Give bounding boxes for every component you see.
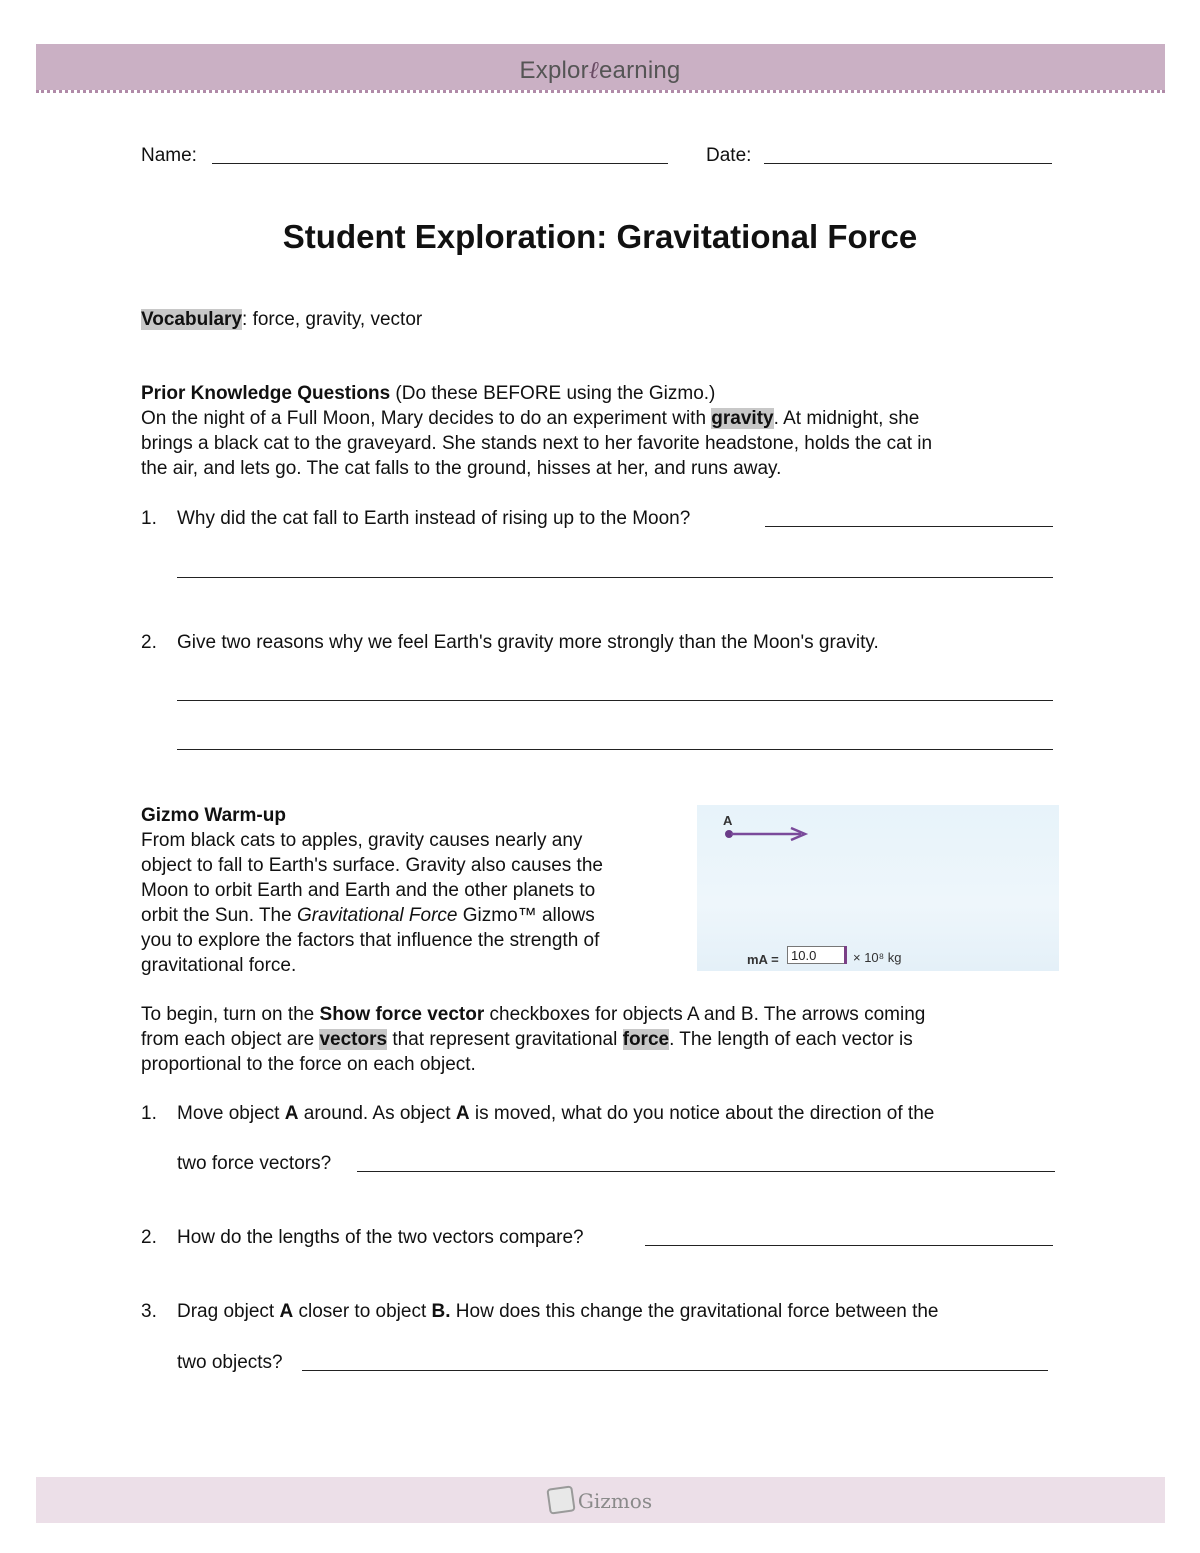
warmup-question-3-number: 3. <box>141 1301 157 1322</box>
warmup-paragraph-line-3: Moon to orbit Earth and Earth and the other planets to <box>141 880 596 901</box>
prior-answer-2-line-b <box>177 749 1053 750</box>
warmup-answer-3-line <box>302 1370 1048 1371</box>
date-field-line <box>764 163 1052 164</box>
date-label: Date: <box>706 145 752 166</box>
mass-a-unit: × 10⁸ kg <box>853 950 902 965</box>
force-vector-arrow-icon <box>721 825 811 845</box>
warmup-question-3-text-line-2: two objects? <box>177 1352 283 1373</box>
warmup-heading: Gizmo Warm-up <box>141 805 286 826</box>
explorelearning-logo: Explorℓearning <box>519 56 681 84</box>
header-divider <box>36 90 1165 93</box>
mass-a-input: 10.0 <box>787 946 845 964</box>
prior-question-2-number: 2. <box>141 632 157 653</box>
vocabulary-label: Vocabulary <box>141 309 243 330</box>
warmup-question-2-number: 2. <box>141 1227 157 1248</box>
warmup-instructions-line-3: proportional to the force on each object. <box>141 1054 476 1075</box>
prior-paragraph-line-1: On the night of a Full Moon, Mary decides to do an experiment with gravity. At midnight, she <box>141 408 920 429</box>
prior-knowledge-note: (Do these BEFORE using the Gizmo.) <box>390 383 716 404</box>
warmup-paragraph-line-1: From black cats to apples, gravity causes nearly any <box>141 830 583 851</box>
page-title: Student Exploration: Gravitational Force <box>282 218 918 255</box>
warmup-paragraph-line-5: you to explore the factors that influence the strength of <box>141 930 600 951</box>
warmup-answer-1-line <box>357 1171 1055 1172</box>
warmup-instructions-line-2: from each object are vectors that represent gravitational force. The length of each vector is <box>141 1029 913 1050</box>
mass-a-label: mA = <box>747 952 779 967</box>
prior-answer-1-line-a <box>765 526 1053 527</box>
vocabulary-terms: : force, gravity, vector <box>242 309 423 330</box>
gizmos-logo: Gizmos <box>0 1487 1200 1513</box>
warmup-question-1-number: 1. <box>141 1103 157 1124</box>
warmup-answer-2-line <box>645 1245 1053 1246</box>
prior-paragraph-line-3: the air, and lets go. The cat falls to the ground, hisses at her, and runs away. <box>141 458 782 479</box>
warmup-instructions-line-1: To begin, turn on the Show force vector checkboxes for objects A and B. The arrows coming <box>141 1004 926 1025</box>
vocabulary-line <box>141 307 422 332</box>
gizmo-screenshot <box>697 805 1059 971</box>
prior-answer-2-line-a <box>177 700 1053 701</box>
warmup-question-2-text: How do the lengths of the two vectors compare? <box>177 1227 584 1248</box>
gravity-highlight: gravity <box>711 408 774 429</box>
warmup-paragraph-line-6: gravitational force. <box>141 955 297 976</box>
object-a-label: A <box>723 813 733 828</box>
name-field-line <box>212 163 668 164</box>
name-label: Name: <box>141 145 197 166</box>
force-highlight: force <box>622 1029 670 1050</box>
prior-answer-1-line-b <box>177 577 1053 578</box>
prior-question-1-text: Why did the cat fall to Earth instead of rising up to the Moon? <box>177 508 691 529</box>
warmup-question-3-text: Drag object A closer to object B. How does this change the gravitational force between the <box>177 1301 939 1322</box>
warmup-question-1-text-line-2: two force vectors? <box>177 1153 332 1174</box>
warmup-question-1-text: Move object A around. As object A is moved, what do you notice about the direction of the <box>177 1103 935 1124</box>
vectors-highlight: vectors <box>319 1029 388 1050</box>
warmup-paragraph-line-2: object to fall to Earth's surface. Gravity also causes the <box>141 855 603 876</box>
warmup-paragraph-line-4: orbit the Sun. The Gravitational Force Gizmo™ allows <box>141 905 595 926</box>
prior-question-2-text: Give two reasons why we feel Earth's gravity more strongly than the Moon's gravity. <box>177 632 879 653</box>
prior-knowledge-heading: Prior Knowledge Questions <box>141 383 391 404</box>
gizmos-logo-icon <box>546 1485 575 1514</box>
prior-knowledge-heading-line <box>141 381 715 406</box>
prior-question-1-number: 1. <box>141 508 157 529</box>
logo-el-mark-icon: ℓ <box>588 56 599 84</box>
prior-paragraph-line-2: brings a black cat to the graveyard. She stands next to her favorite headstone, holds the cat in <box>141 433 933 454</box>
